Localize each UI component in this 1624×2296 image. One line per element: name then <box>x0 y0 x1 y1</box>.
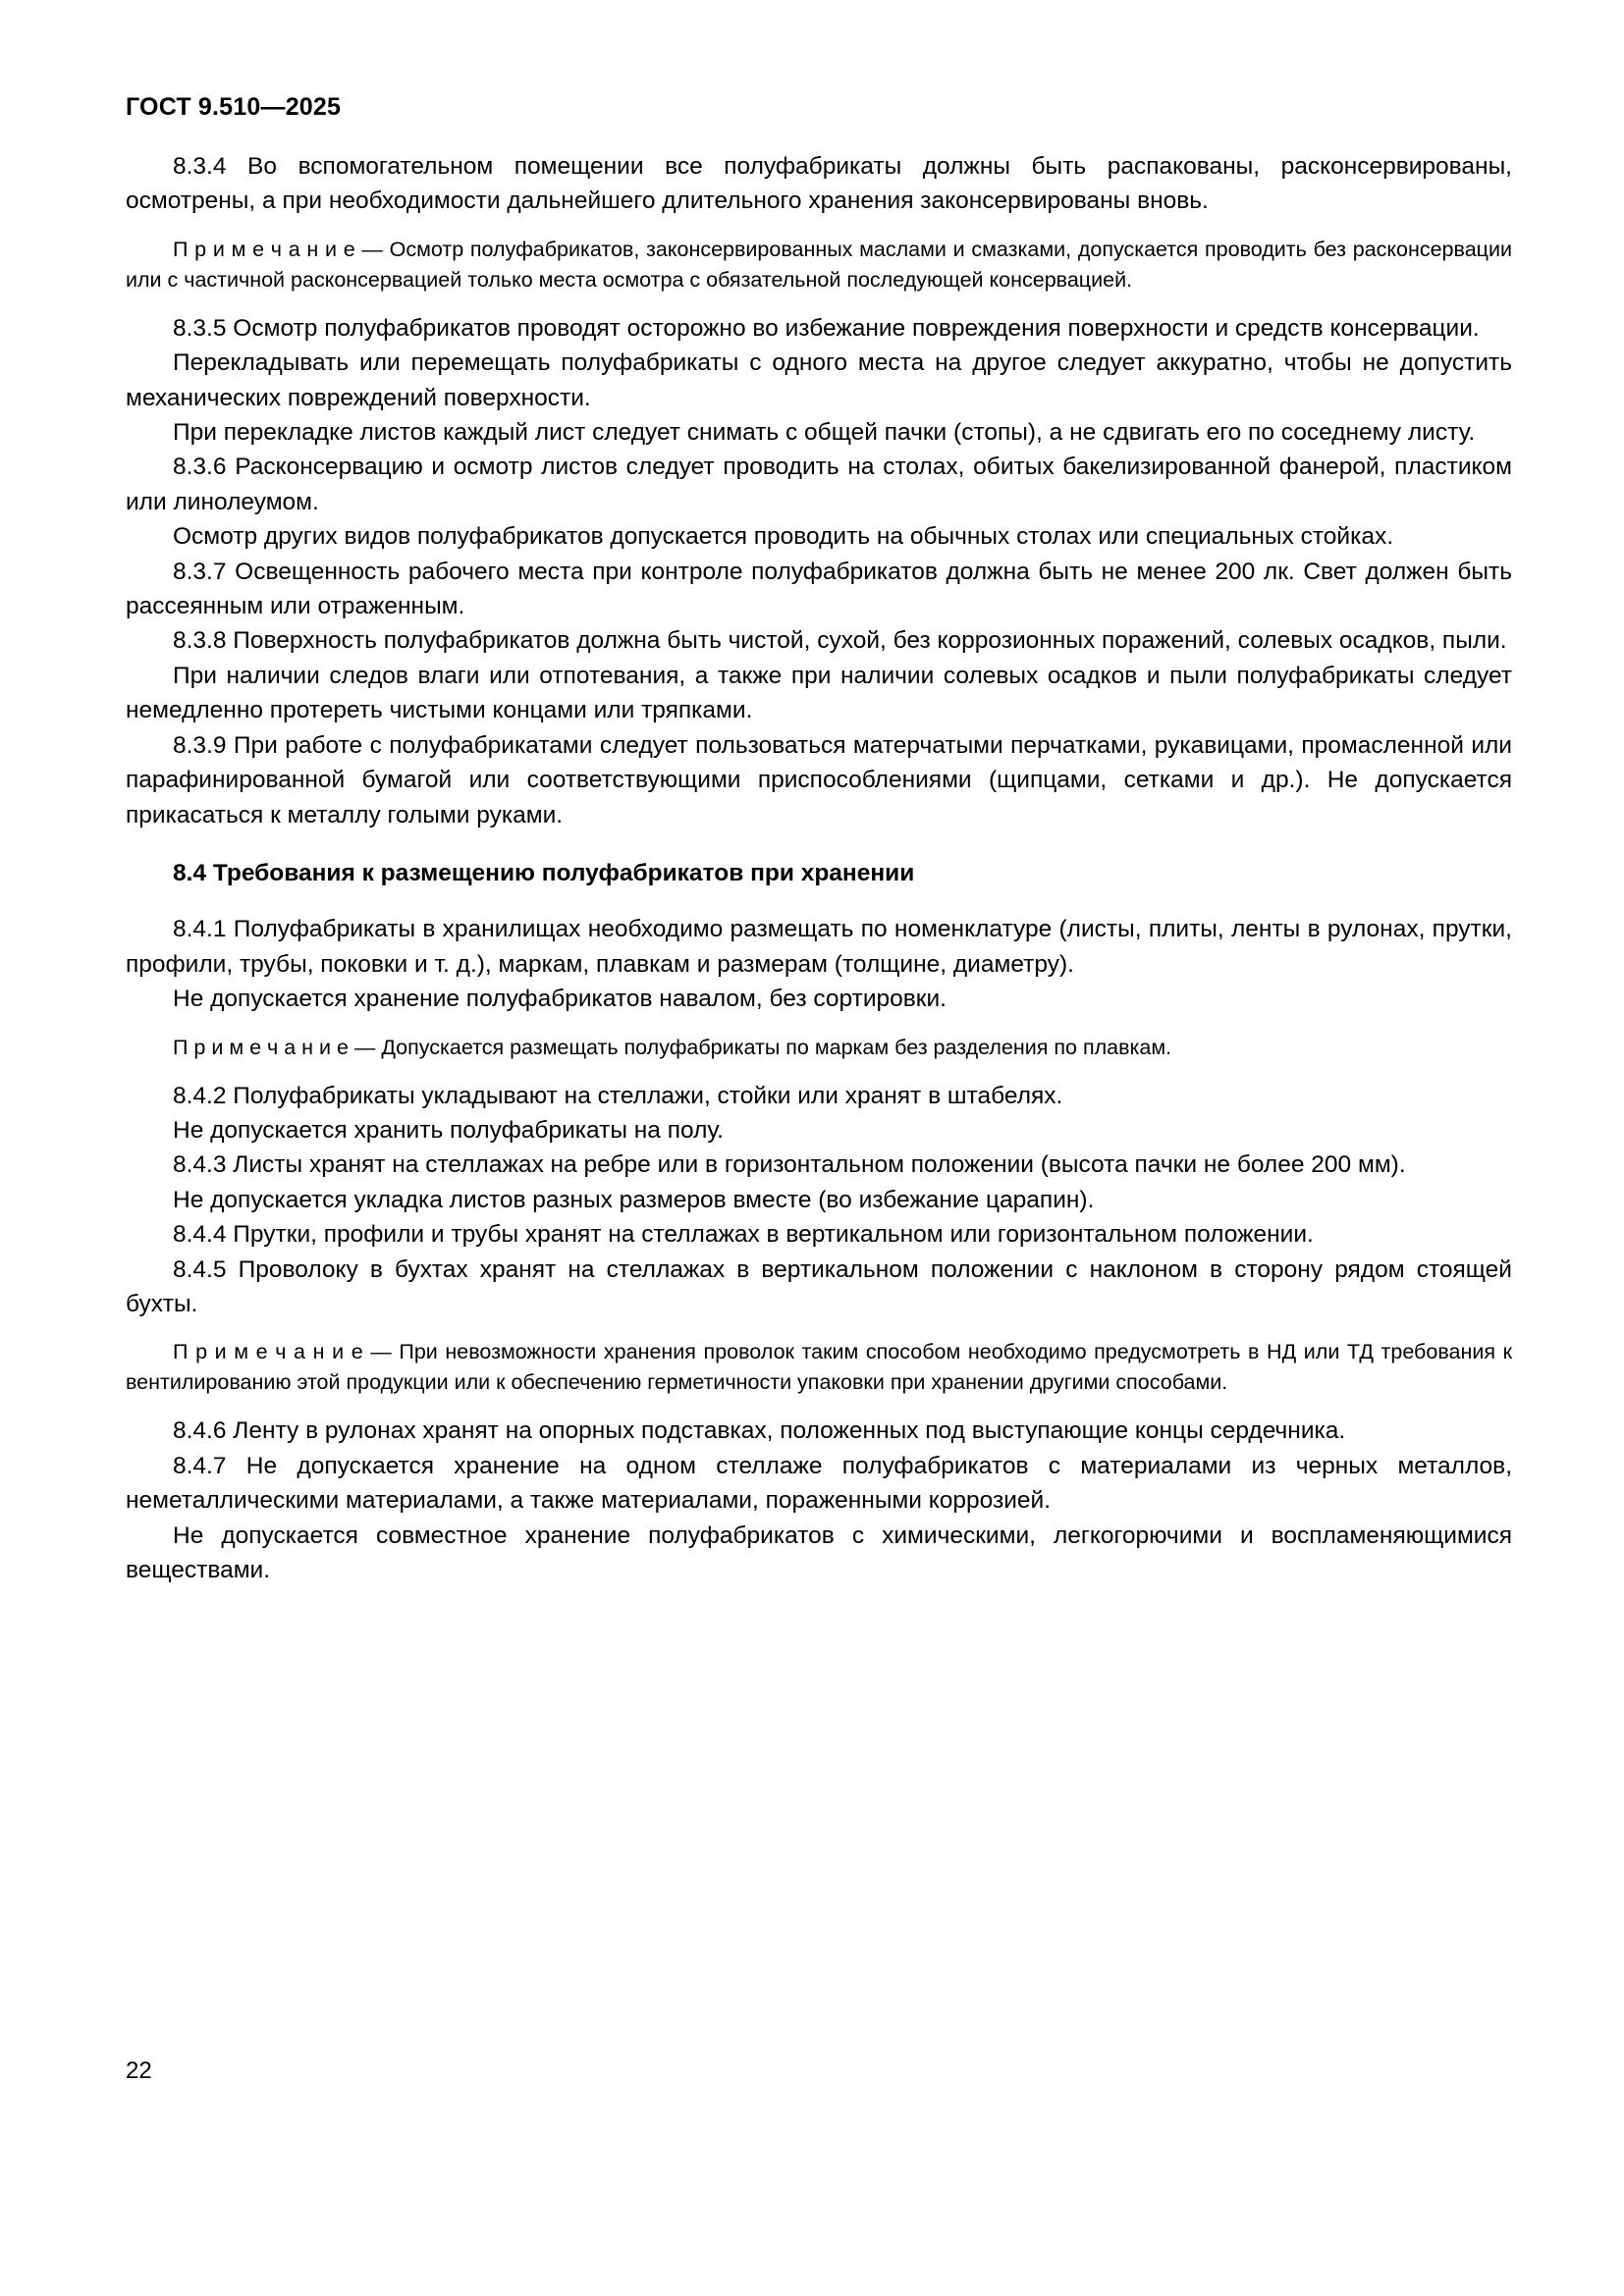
paragraph-8-4-1-b: Не допускается хранение полуфабрикатов навалом, без сортировки. <box>173 986 947 1013</box>
paragraph-8-4-7-b: Не допускается совместное хранение полуфабрикатов с химическими, легкогорючими и воспламеняющимися веществами. <box>126 1522 1512 1583</box>
note-spacer-top-3 <box>126 1321 1512 1337</box>
paragraph-8-4-3-b: Не допускается укладка листов разных размеров вместе (во избежание царапин). <box>173 1186 1095 1213</box>
note-spacer-bottom <box>126 295 1512 311</box>
paragraph-8-3-5-c: При перекладке листов каждый лист следует снимать с общей пачки (стопы), а не сдвигать его по соседнему листу. <box>173 419 1476 447</box>
clause-8-3-8: 8.3.8 Поверхность полуфабрикатов должна быть чистой, сухой, без коррозионных поражений, солевых осадков, пыли. <box>173 627 1507 655</box>
note-spacer-top <box>126 219 1512 235</box>
clause-8-4-2: 8.4.2 Полуфабрикаты укладывают на стеллажи, стойки или хранят в штабелях. <box>173 1082 1063 1109</box>
note-2: П р и м е ч а н и е — Допускается размещать полуфабрикаты по маркам без разделения по плавкам. <box>173 1035 1172 1059</box>
clause-8-3-6: 8.3.6 Расконсервацию и осмотр листов следует проводить на столах, обитых бакелизированной фанерой, пластиком или линолеумом. <box>126 454 1512 515</box>
clause-8-4-7: 8.4.7 Не допускается хранение на одном стеллаже полуфабрикатов с материалами из черных металлов, неметаллическими материалами, а также материалами, пораженными коррозией. <box>126 1452 1512 1515</box>
clause-8-3-9: 8.3.9 При работе с полуфабрикатами следует пользоваться матерчатыми перчатками, рукавицами, промасленной или парафинированной бумагой или соответствующими приспособлениями (щипцами, сетками и др.). Не допускается прикасаться к металлу голыми руками. <box>126 731 1512 828</box>
page-number: 22 <box>126 2057 152 2084</box>
clause-8-3-7: 8.3.7 Освещенность рабочего места при контроле полуфабрикатов должна быть не менее 200 лк. Свет должен быть рассеянным или отраженным. <box>126 558 1512 620</box>
running-header: ГОСТ 9.510—2025 <box>126 93 342 121</box>
note-1: П р и м е ч а н и е — Осмотр полуфабрикатов, законсервированных маслами и смазками, допускается проводить без расконсервации или с частичной расконсервацией только места осмотра с обязательной последующей консервацией. <box>126 237 1512 292</box>
text-column <box>126 149 1512 1587</box>
note-spacer-bottom-3 <box>126 1398 1512 1414</box>
clause-8-4-6: 8.4.6 Ленту в рулонах хранят на опорных подставках, положенных под выступающие концы сердечника. <box>173 1417 1346 1445</box>
section-heading-8-4: 8.4 Требования к размещению полуфабрикатов при хранении <box>173 859 915 886</box>
paragraph-8-3-6-b: Осмотр других видов полуфабрикатов допускается проводить на обычных столах или специальных стойках. <box>173 523 1394 551</box>
paragraph-8-4-2-b: Не допускается хранить полуфабрикаты на полу. <box>173 1116 724 1144</box>
clause-8-4-3: 8.4.3 Листы хранят на стеллажах на ребре или в горизонтальном положении (высота пачки не более 200 мм). <box>173 1151 1406 1179</box>
paragraph-8-3-8-b: При наличии следов влаги или отпотевания, а также при наличии солевых осадков и пыли полуфабрикаты следует немедленно протереть чистыми концами или тряпками. <box>126 662 1512 724</box>
clause-8-4-5: 8.4.5 Проволоку в бухтах хранят на стеллажах в вертикальном положении с наклоном в сторону рядом стоящей бухты. <box>126 1255 1512 1317</box>
note-spacer-bottom-2 <box>126 1063 1512 1079</box>
clause-8-3-4: 8.3.4 Во вспомогательном помещении все полуфабрикаты должны быть распакованы, расконсервированы, осмотрены, а при необходимости дальнейшего длительного хранения законсервированы вновь. <box>126 153 1512 215</box>
paragraph-8-3-5-b: Перекладывать или перемещать полуфабрикаты с одного места на другое следует аккуратно, чтобы не допустить механических повреждений поверхности. <box>126 349 1512 411</box>
clause-8-4-1: 8.4.1 Полуфабрикаты в хранилищах необходимо размещать по номенклатуре (листы, плиты, ленты в рулонах, прутки, профили, трубы, поковки и т. д.), маркам, плавкам и размерам (толщине, диаметру). <box>126 916 1512 978</box>
note-spacer-top-2 <box>126 1017 1512 1033</box>
clause-8-3-5: 8.3.5 Осмотр полуфабрикатов проводят осторожно во избежание повреждения поверхности и средств консервации. <box>173 314 1480 342</box>
note-3: П р и м е ч а н и е — При невозможности хранения проволок таким способом необходимо предусмотреть в НД или ТД требования к вентилированию этой продукции или к обеспечению герметичности упаковки при хранении другими способами. <box>126 1340 1512 1395</box>
clause-8-4-4: 8.4.4 Прутки, профили и трубы хранят на стеллажах в вертикальном или горизонтальном положении. <box>173 1221 1314 1249</box>
